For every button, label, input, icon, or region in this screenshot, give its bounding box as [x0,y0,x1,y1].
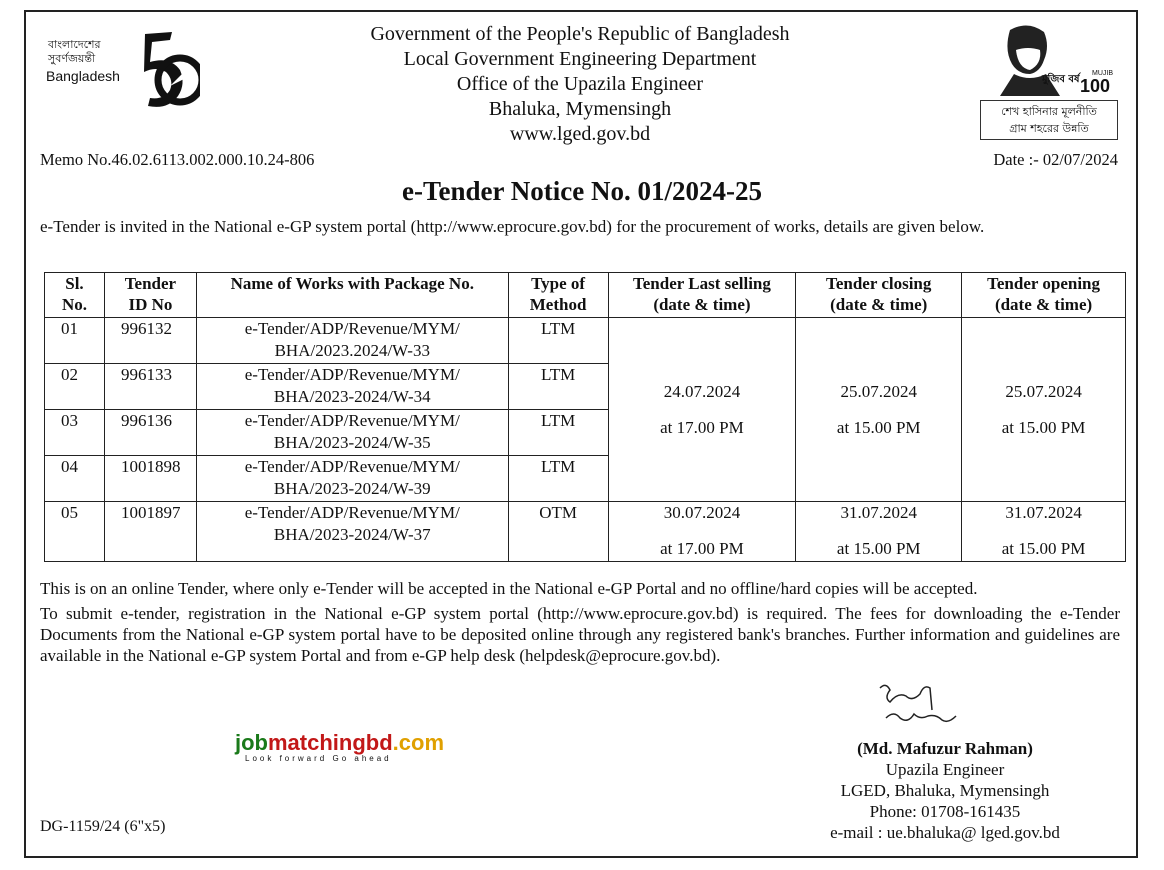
mujib-tag-text: মুজিব বর্ষ [1042,74,1080,85]
signature-block [760,738,1130,843]
header-name-of-works: Name of Works with Package No. [196,273,508,318]
row-method: LTM [508,456,608,502]
header-government: Government of the People's Republic of Bangladesh [370,23,790,45]
group2-selling: 30.07.2024 at 17.00 PM [608,502,796,562]
row-method: LTM [508,364,608,410]
header-method: Type of Method [508,273,608,318]
mujib-100-number: 100 [1080,76,1111,96]
online-tender-paragraph: This is on an online Tender, where only e-Tender will be accepted in the National e-GP Portal and no offline/hard copies will be accepted. [40,579,978,598]
row-work-name: e-Tender/ADP/Revenue/MYM/ BHA/2023-2024/W-37 [196,502,508,562]
memo-number: Memo No.46.02.6113.002.000.10.24-806 [40,150,315,169]
row-method: LTM [508,318,608,364]
row-work-name: e-Tender/ADP/Revenue/MYM/ BHA/2023-2024/W-34 [196,364,508,410]
notice-date: Date :- 02/07/2024 [993,150,1118,169]
row-sl: 02 [45,364,105,410]
motto-line2: গ্রাম শহরের উন্নতি [1009,122,1089,135]
tender-table [44,272,1126,562]
registration-paragraph: To submit e-tender, registration in the National e-GP system portal (http://www.eprocure.gov.bd) is required. The fees for downloading the e-Tender Documents from the National e-GP system portal have to be deposited online through any registered bank's branches. Further information and guidelines are available in the National e-GP system Portal and from e-GP help desk (helpdesk@eprocure.gov.bd). [40,604,1120,665]
row-tender-id: 996132 [104,318,196,364]
mujib-mini-text: MUJIB [1092,70,1113,77]
logo-bangla-line2: সুবর্ণজয়ন্তী [48,52,96,65]
group1-selling: 24.07.2024 at 17.00 PM [608,318,796,502]
row-method: OTM [508,502,608,562]
header-tender-id: Tender ID No [104,273,196,318]
fifty-emblem-icon [40,26,200,121]
header-closing: Tender closing (date & time) [796,273,962,318]
dg-number: DG-1159/24 (6"x5) [40,818,166,835]
signature-icon [820,680,980,730]
signatory-name: (Md. Mafuzur Rahman) [857,739,1033,758]
row-sl: 01 [45,318,105,364]
row-method: LTM [508,410,608,456]
header-sl: Sl. No. [45,273,105,318]
header-last-selling: Tender Last selling (date & time) [608,273,796,318]
row-sl: 03 [45,410,105,456]
golden-jubilee-logo [40,26,200,121]
watermark-logo: jobmatchingbd.com [235,730,445,755]
office-header [230,22,930,147]
row-work-name: e-Tender/ADP/Revenue/MYM/ BHA/2023-2024/W-35 [196,410,508,456]
row-tender-id: 996133 [104,364,196,410]
header-department: Local Government Engineering Department [403,48,757,70]
table-row [45,318,1126,364]
group1-opening: 25.07.2024 at 15.00 PM [962,318,1126,502]
signatory-office: LGED, Bhaluka, Mymensingh [840,781,1050,800]
motto-line1: শেখ হাসিনার মূলনীতি [1001,105,1097,118]
group2-closing: 31.07.2024 at 15.00 PM [796,502,962,562]
table-row [45,502,1126,562]
header-location: Bhaluka, Mymensingh [488,98,672,120]
header-opening: Tender opening (date & time) [962,273,1126,318]
group1-closing: 25.07.2024 at 15.00 PM [796,318,962,502]
row-sl: 04 [45,456,105,502]
row-tender-id: 996136 [104,410,196,456]
row-tender-id: 1001897 [104,502,196,562]
logo-bangla-line1: বাংলাদেশের [48,38,101,51]
signatory-designation: Upazila Engineer [885,760,1005,779]
row-work-name: e-Tender/ADP/Revenue/MYM/ BHA/2023.2024/W-33 [196,318,508,364]
watermark-tagline: Look forward Go ahead [245,754,392,763]
header-office: Office of the Upazila Engineer [456,73,704,95]
logo-bangladesh-text: Bangladesh [46,68,120,84]
group2-opening: 31.07.2024 at 15.00 PM [962,502,1126,562]
header-website: www.lged.gov.bd [509,123,651,145]
row-tender-id: 1001898 [104,456,196,502]
row-work-name: e-Tender/ADP/Revenue/MYM/ BHA/2023-2024/W-39 [196,456,508,502]
signatory-email: e-mail : ue.bhaluka@ lged.gov.bd [830,823,1060,842]
intro-paragraph: e-Tender is invited in the National e-GP system portal (http://www.eprocure.gov.bd) for the procurement of works, details are given below. [40,217,985,236]
mujib-100-logo [980,20,1120,150]
signatory-phone: Phone: 01708-161435 [869,802,1021,821]
notice-title: e-Tender Notice No. 01/2024-25 [402,176,762,206]
motto-box [980,100,1118,140]
row-sl: 05 [45,502,105,562]
table-header-row [45,273,1126,318]
